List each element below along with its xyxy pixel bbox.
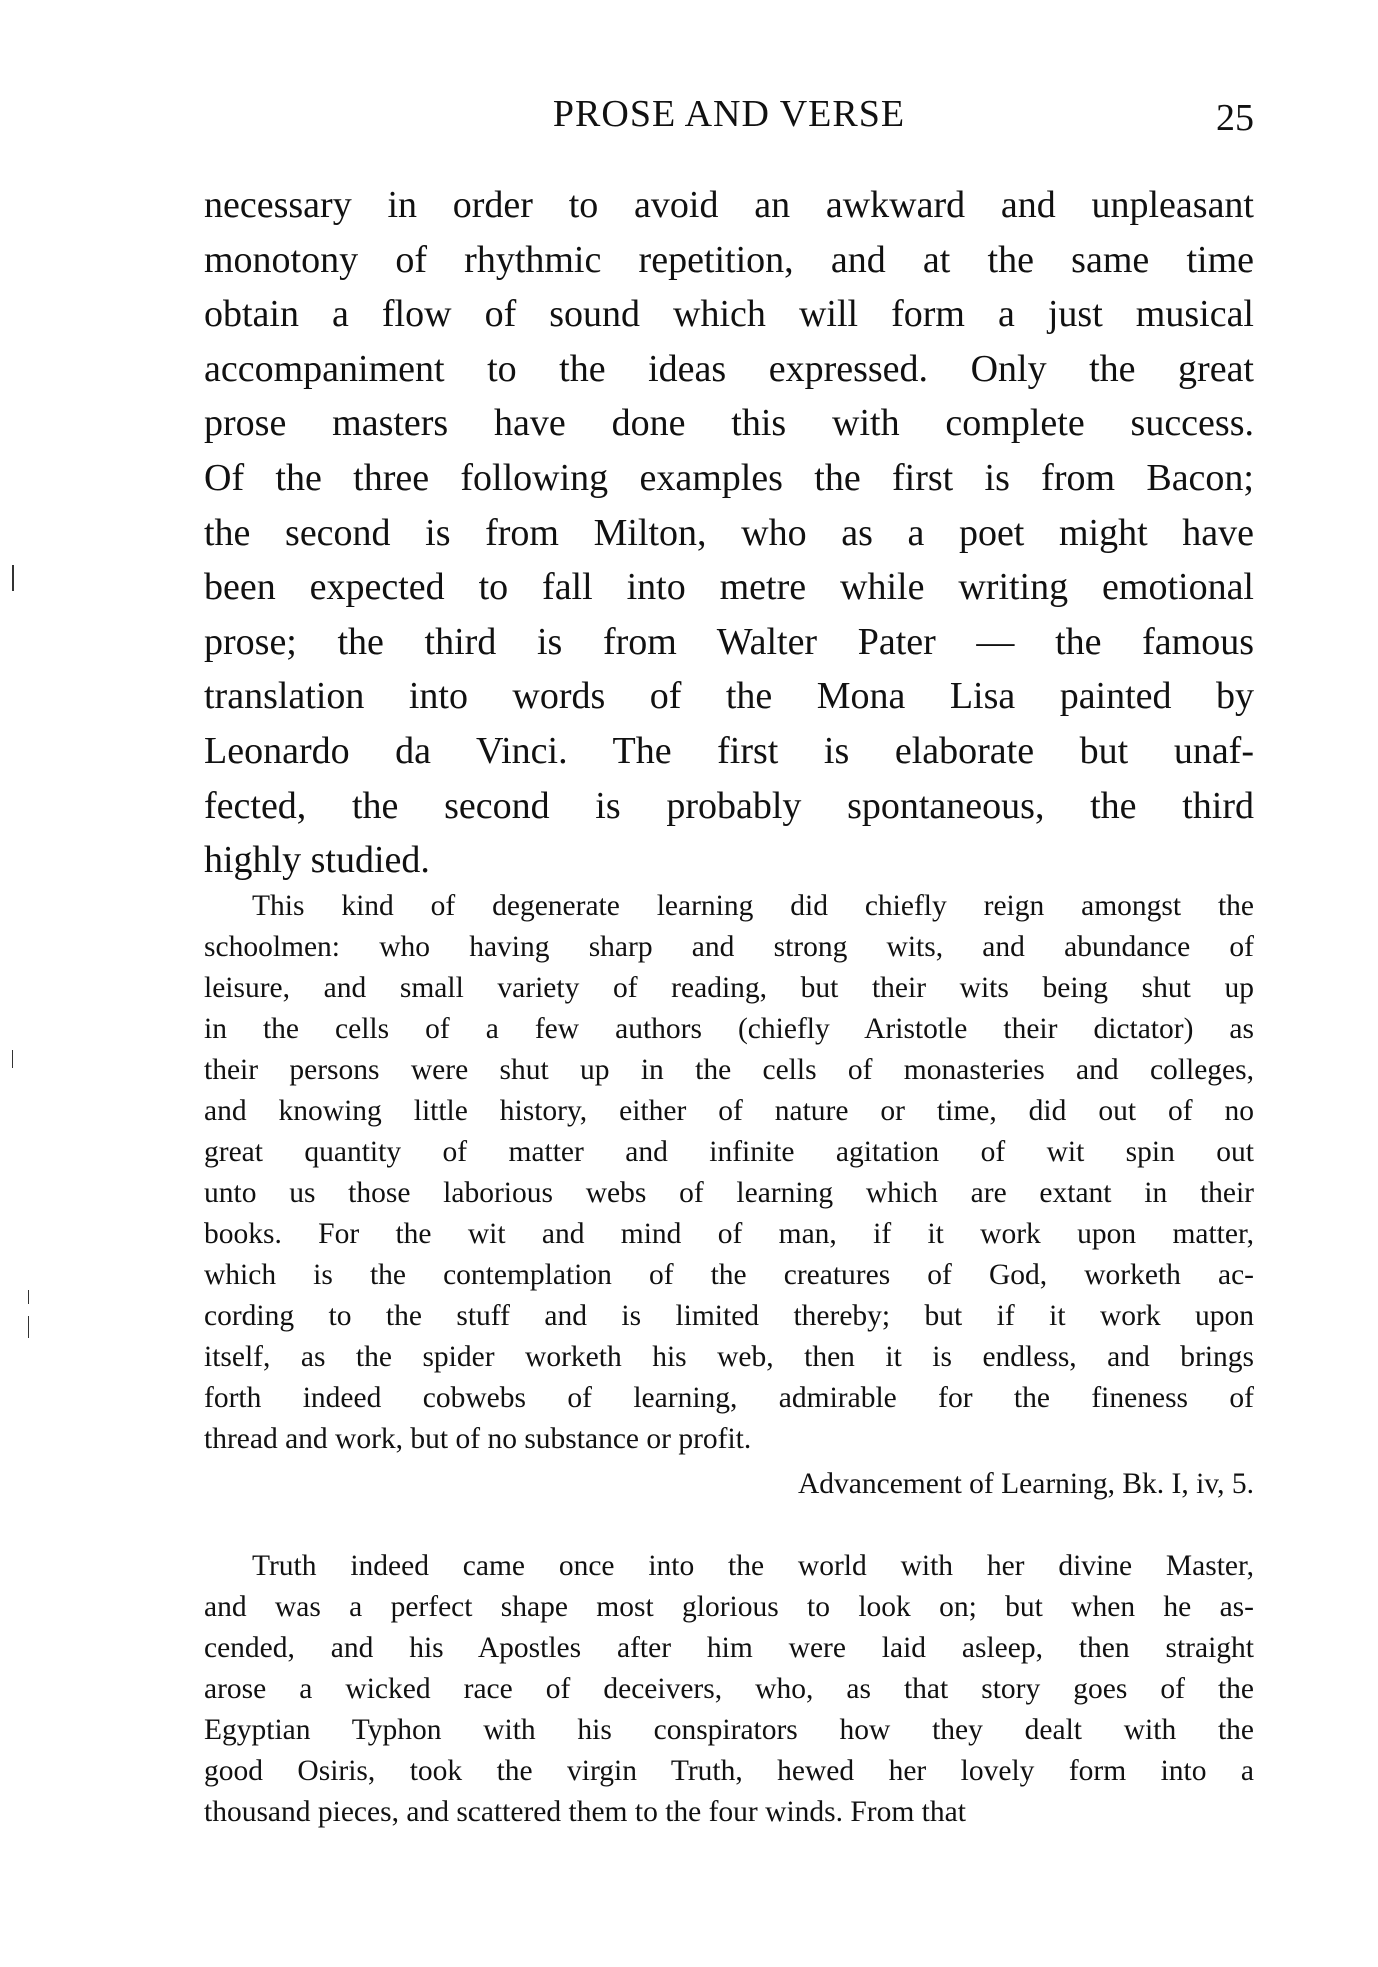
text-line: and was a perfect shape most glorious to look on; but when he as-: [204, 1591, 1254, 1623]
text-line: schoolmen: who having sharp and strong wits, and abundance of: [204, 931, 1254, 963]
text-line: Truth indeed came once into the world with her divine Master,: [252, 1550, 1254, 1582]
text-line: Of the three following examples the first is from Bacon;: [204, 456, 1254, 499]
text-line: cended, and his Apostles after him were laid asleep, then straight: [204, 1632, 1254, 1664]
scan-mark: [12, 565, 14, 591]
text-line: cording to the stuff and is limited thereby; but if it work upon: [204, 1300, 1254, 1332]
text-line: This kind of degenerate learning did chiefly reign amongst the: [252, 890, 1254, 922]
text-line: great quantity of matter and infinite agitation of wit spin out: [204, 1136, 1254, 1168]
text-line: and knowing little history, either of nature or time, did out of no: [204, 1095, 1254, 1127]
text-line: forth indeed cobwebs of learning, admirable for the fineness of: [204, 1382, 1254, 1414]
text-line: leisure, and small variety of reading, but their wits being shut up: [204, 972, 1254, 1004]
quote-attribution: Advancement of Learning, Bk. I, iv, 5.: [797, 1468, 1254, 1500]
scan-mark: [28, 1316, 29, 1338]
text-line: translation into words of the Mona Lisa painted by: [204, 675, 1254, 718]
page-number: 25: [1216, 97, 1254, 139]
body-paragraph: [204, 178, 1254, 888]
text-line: arose a wicked race of deceivers, who, as that story goes of the: [204, 1673, 1254, 1705]
text-line: accompaniment to the ideas expressed. Only the great: [204, 347, 1254, 390]
text-line: prose masters have done this with complete success.: [204, 402, 1254, 445]
text-line: thread and work, but of no substance or profit.: [204, 1423, 752, 1455]
text-line: necessary in order to avoid an awkward and unpleasant: [204, 184, 1254, 226]
text-line: in the cells of a few authors (chiefly Aristotle their dictator) as: [204, 1013, 1254, 1045]
text-line: been expected to fall into metre while writing emotional: [204, 566, 1254, 609]
running-title: PROSE AND VERSE: [552, 93, 906, 135]
text-line: monotony of rhythmic repetition, and at the same time: [204, 238, 1254, 281]
text-line: Leonardo da Vinci. The first is elaborate but unaf-: [204, 729, 1254, 772]
page-header: [204, 92, 1254, 142]
text-line: good Osiris, took the virgin Truth, hewed her lovely form into a: [204, 1755, 1254, 1787]
text-line: their persons were shut up in the cells of monasteries and colleges,: [204, 1054, 1254, 1086]
text-line: highly studied.: [204, 839, 430, 882]
bacon-quote: [204, 886, 1254, 1460]
text-line: obtain a flow of sound which will form a just musical: [204, 293, 1254, 336]
text-line: thousand pieces, and scattered them to the four winds. From that: [204, 1796, 966, 1828]
scan-mark: [12, 1050, 13, 1068]
text-line: prose; the third is from Walter Pater — the famous: [204, 620, 1254, 663]
scan-mark: [28, 1290, 29, 1304]
milton-quote: [204, 1546, 1254, 1833]
text-line: books. For the wit and mind of man, if it work upon matter,: [204, 1218, 1254, 1250]
text-line: Egyptian Typhon with his conspirators how they dealt with the: [204, 1714, 1254, 1746]
text-line: unto us those laborious webs of learning which are extant in their: [204, 1177, 1254, 1209]
text-line: the second is from Milton, who as a poet might have: [204, 511, 1254, 554]
text-line: fected, the second is probably spontaneous, the third: [204, 784, 1254, 827]
text-line: itself, as the spider worketh his web, then it is endless, and brings: [204, 1341, 1254, 1373]
text-line: which is the contemplation of the creatures of God, worketh ac-: [204, 1259, 1254, 1291]
